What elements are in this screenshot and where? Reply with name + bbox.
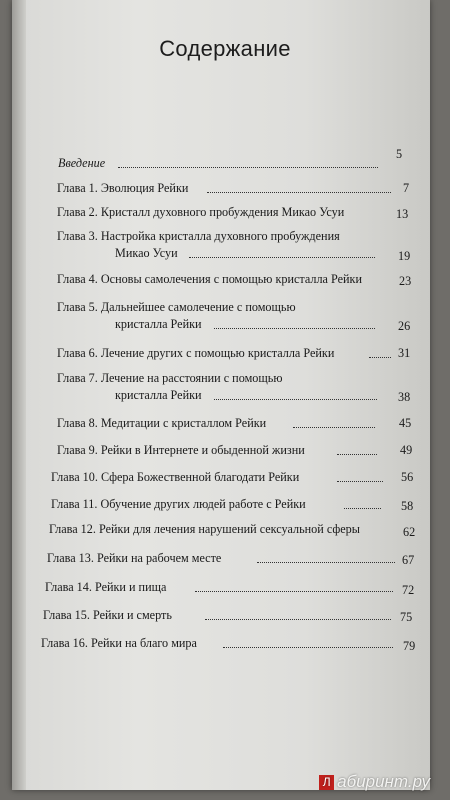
toc-entry-label: Глава 2. Кристалл духовного пробуждения Микао Усуи <box>57 205 345 219</box>
toc-dot-leader <box>337 481 383 482</box>
toc-entry-chapter-1 <box>57 181 417 201</box>
toc-dot-leader <box>223 647 393 648</box>
toc-entry-label: Глава 5. Дальнейшее самолечение с помощью <box>57 300 296 314</box>
toc-dot-leader <box>205 619 391 620</box>
toc-entry-chapter-15 <box>43 608 419 628</box>
toc-dot-leader <box>257 562 395 563</box>
toc-entry-chapter-3 <box>57 229 419 265</box>
toc-dot-leader <box>118 167 378 168</box>
toc-entry-chapter-6 <box>57 346 419 366</box>
toc-page-number: 7 <box>403 181 410 195</box>
toc-entry-label: Глава 8. Медитации с кристаллом Рейки <box>57 416 267 430</box>
toc-entry-chapter-14 <box>45 580 419 600</box>
toc-dot-leader <box>214 328 375 329</box>
watermark-text: абиринт.ру <box>337 772 430 791</box>
toc-page-number: 45 <box>399 416 412 430</box>
toc-page-number: 62 <box>403 525 416 539</box>
toc-entry-label: Глава 14. Рейки и пища <box>45 580 167 594</box>
toc-entry-label: Глава 3. Настройка кристалла духовного пробуждения <box>57 229 340 243</box>
toc-page-number: 19 <box>398 249 411 263</box>
toc-entry-chapter-12 <box>49 522 419 542</box>
toc-dot-leader <box>214 399 377 400</box>
toc-entry-chapter-11 <box>51 497 419 517</box>
toc-entry-chapter-8 <box>57 416 419 436</box>
toc-dot-leader <box>189 257 375 258</box>
toc-entry-chapter-16 <box>41 636 419 656</box>
toc-entry-chapter-7 <box>57 371 419 407</box>
toc-dot-leader <box>369 357 391 358</box>
toc-entry-label-continued: Микао Усуи <box>115 246 178 260</box>
toc-entry-chapter-10 <box>51 470 419 490</box>
toc-entry-label: Глава 15. Рейки и смерть <box>43 608 172 622</box>
toc-entry-introduction <box>58 147 420 176</box>
labirint-watermark <box>319 772 430 792</box>
toc-entry-label: Глава 7. Лечение на расстоянии с помощью <box>57 371 283 385</box>
toc-entry-label-continued: кристалла Рейки <box>115 388 202 402</box>
toc-dot-leader <box>337 454 377 455</box>
toc-entry-chapter-2 <box>57 205 419 225</box>
toc-page-number: 72 <box>402 583 415 597</box>
toc-page-number: 49 <box>400 443 413 457</box>
toc-entry-label: Глава 6. Лечение других с помощью кристалла Рейки <box>57 346 335 360</box>
toc-page-number: 67 <box>402 553 415 567</box>
page-title: Содержание <box>159 36 291 61</box>
toc-page-number: 79 <box>403 639 416 653</box>
toc-page-number: 56 <box>401 470 414 484</box>
toc-dot-leader <box>207 192 391 193</box>
toc-entry-label: Введение <box>58 156 106 170</box>
toc-entry-label: Глава 13. Рейки на рабочем месте <box>47 551 222 565</box>
toc-page-number: 23 <box>399 274 412 288</box>
toc-entry-label: Глава 11. Обучение других людей работе с Рейки <box>51 497 306 511</box>
toc-entry-chapter-13 <box>47 551 419 571</box>
labirint-logo-icon: Л <box>319 775 334 790</box>
toc-page-number: 38 <box>398 390 411 404</box>
toc-entry-label-continued: кристалла Рейки <box>115 317 202 331</box>
toc-dot-leader <box>344 508 381 509</box>
toc-entry-chapter-5 <box>57 300 419 336</box>
toc-entry-label: Глава 9. Рейки в Интернете и обыденной жизни <box>57 443 305 457</box>
toc-entry-label: Глава 10. Сфера Божественной благодати Рейки <box>51 470 300 484</box>
toc-entry-chapter-4 <box>57 272 419 292</box>
toc-entry-label: Глава 4. Основы самолечения с помощью кристалла Рейки <box>57 272 363 286</box>
toc-entry-label: Глава 16. Рейки на благо мира <box>41 636 197 650</box>
toc-page-number: 58 <box>401 499 414 513</box>
toc-dot-leader <box>293 427 375 428</box>
toc-entry-label: Глава 1. Эволюция Рейки <box>57 181 189 195</box>
toc-page-number: 13 <box>396 207 409 221</box>
toc-entry-label: Глава 12. Рейки для лечения нарушений сексуальной сферы <box>49 522 360 536</box>
toc-entry-chapter-9 <box>57 443 419 463</box>
toc-page-number: 31 <box>398 346 411 360</box>
toc-page-number: 5 <box>396 147 403 161</box>
toc-dot-leader <box>195 591 393 592</box>
toc-page-number: 75 <box>400 610 413 624</box>
toc-page-number: 26 <box>398 319 411 333</box>
